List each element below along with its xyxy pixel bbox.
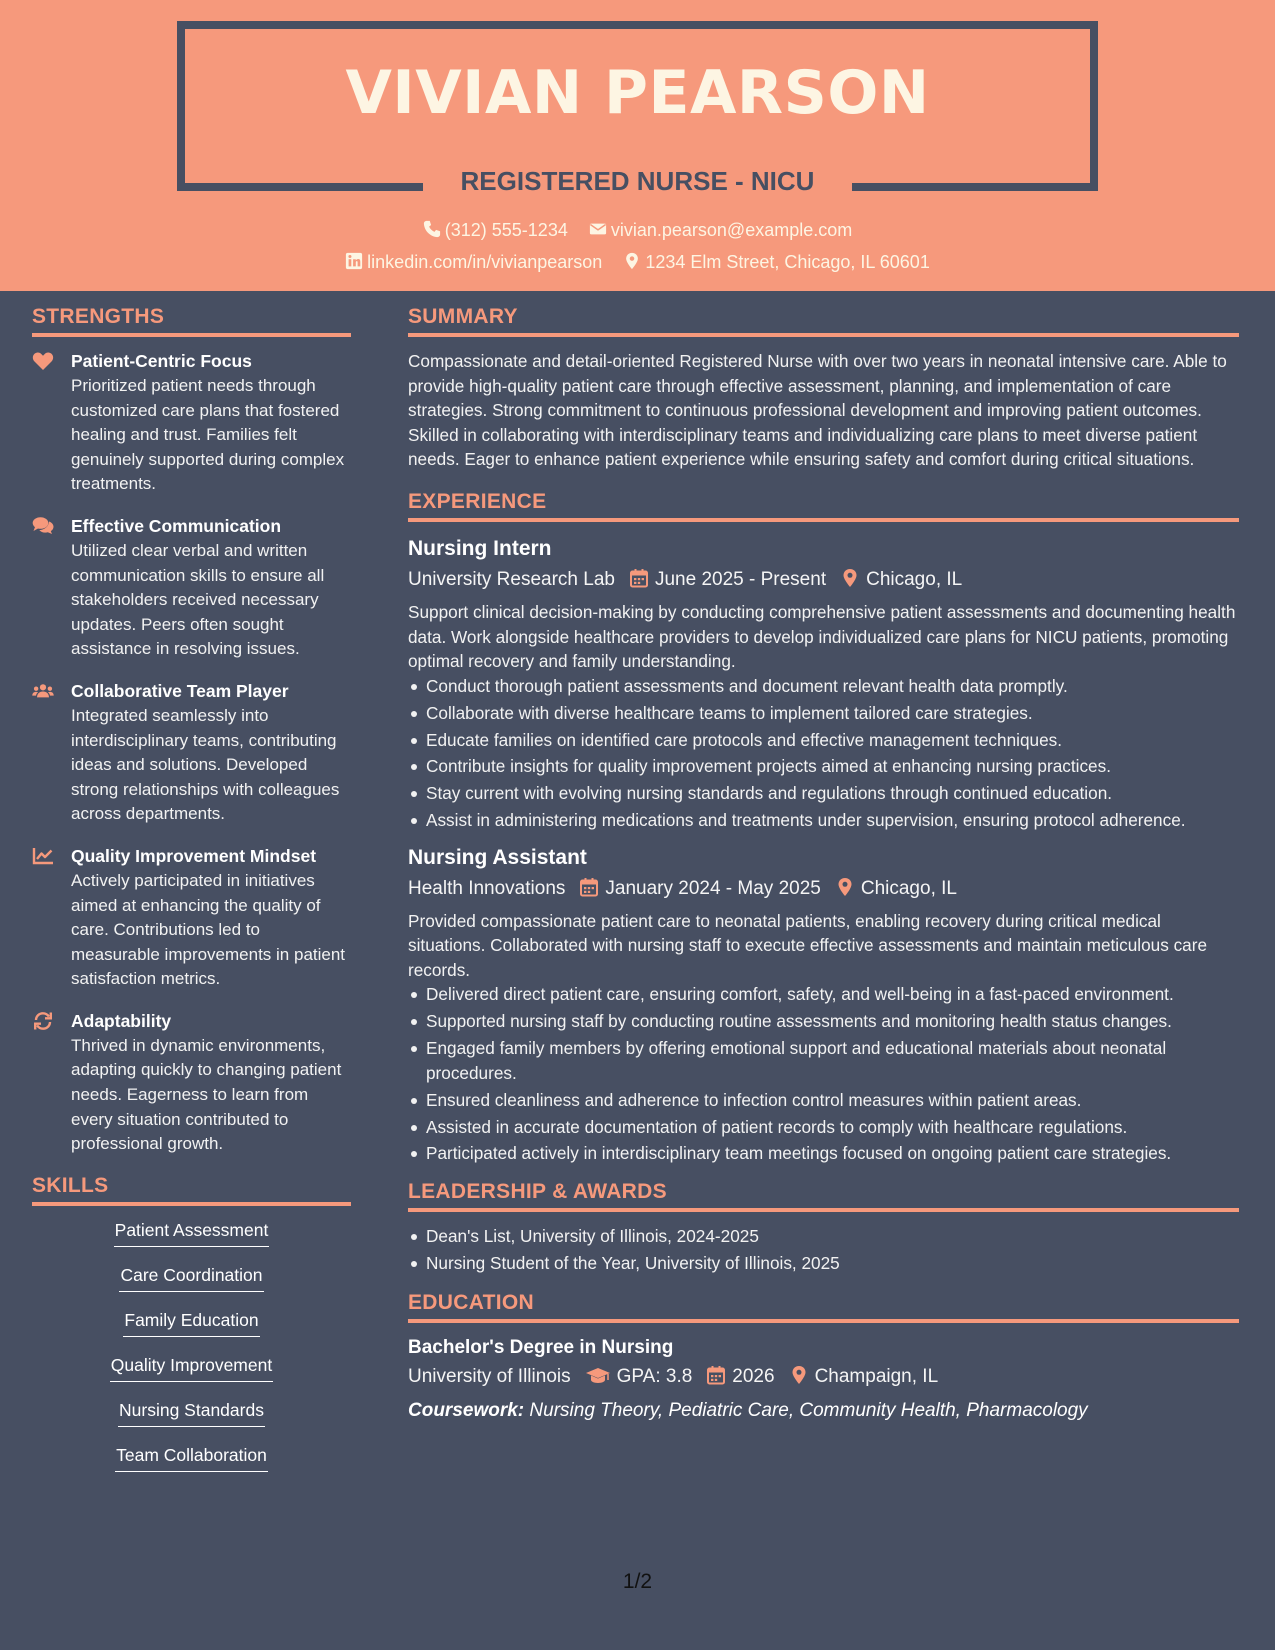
list-item: Conduct thorough patient assessments and document relevant health data promptly. (408, 674, 1239, 698)
degree-name: Bachelor's Degree in Nursing (408, 1337, 674, 1359)
map-pin-icon (789, 1365, 809, 1385)
page-number: 1/2 (622, 1570, 653, 1593)
strength-item (32, 679, 351, 827)
list-item: Dean's List, University of Illinois, 2024-2025 (408, 1224, 1239, 1248)
strength-description: Actively participated in initiatives aimed at enhancing the quality of care. Contributions led to measurable improvements in patient satisfaction metrics. (71, 870, 346, 989)
phone-contact[interactable] (423, 220, 568, 241)
phone-icon (423, 220, 441, 238)
strength-title: Collaborative Team Player (71, 680, 289, 701)
awards-list (408, 1224, 1239, 1275)
coursework (408, 1397, 1239, 1425)
job-title: Nursing Assistant (408, 845, 587, 869)
skills-heading: SKILLS (32, 1174, 351, 1206)
list-item: Educate families on identified care protocols and effective management techniques. (408, 728, 1239, 752)
list-item: Assist in administering medications and treatments under supervision, ensuring protocol adherence. (408, 808, 1239, 832)
coursework-label: Coursework: (408, 1400, 525, 1422)
experience-heading: EXPERIENCE (408, 490, 1239, 522)
skill-item: Family Education (32, 1308, 351, 1353)
strength-title: Adaptability (71, 1010, 172, 1031)
job-dates: January 2024 - May 2025 (605, 877, 821, 899)
strength-title: Effective Communication (71, 515, 282, 536)
job-bullets (408, 674, 1239, 833)
coursework-list: Nursing Theory, Pediatric Care, Community Health, Pharmacology (529, 1400, 1088, 1422)
heart-icon (32, 351, 54, 371)
list-item: Nursing Student of the Year, University of Illinois, 2025 (408, 1251, 1239, 1275)
skill-item: Patient Assessment (32, 1218, 351, 1263)
gpa: GPA: 3.8 (616, 1366, 693, 1388)
resume-header (0, 0, 1275, 291)
strength-title: Quality Improvement Mindset (71, 845, 317, 866)
skill-item: Care Coordination (32, 1263, 351, 1308)
job-entry (408, 534, 1239, 833)
graduation-cap-icon (585, 1365, 611, 1385)
job-dates: June 2025 - Present (654, 568, 827, 590)
list-item: Engaged family members by offering emotional support and educational materials about neonatal procedures. (408, 1036, 1239, 1085)
address-contact (623, 252, 930, 273)
strength-description: Thrived in dynamic environments, adapting quickly to changing patient needs. Eagerness to learn from every situation contributed to professional growth. (71, 1035, 342, 1154)
list-item: Stay current with evolving nursing standards and regulations through continued education. (408, 781, 1239, 805)
email-contact[interactable] (589, 220, 852, 241)
school-name: University of Illinois (408, 1366, 571, 1388)
graduation-year: 2026 (732, 1366, 775, 1388)
right-column (408, 305, 1239, 1425)
map-pin-icon (840, 568, 860, 588)
left-column (32, 305, 351, 1488)
strength-description: Prioritized patient needs through customized care plans that fostered healing and trust. Families felt genuinely supported during complex treatments. (71, 376, 345, 494)
address-text: 1234 Elm Street, Chicago, IL 60601 (645, 252, 930, 272)
strengths-heading: STRENGTHS (32, 305, 351, 337)
contact-row-1 (0, 220, 1275, 241)
strength-item (32, 844, 351, 992)
email-text: vivian.pearson@example.com (610, 220, 853, 240)
job-entry (408, 843, 1239, 1166)
list-item: Contribute insights for quality improvement projects aimed at enhancing nursing practices. (408, 754, 1239, 778)
list-item: Delivered direct patient care, ensuring comfort, safety, and well-being in a fast-paced environment. (408, 982, 1239, 1006)
map-pin-icon (623, 252, 641, 270)
linkedin-contact[interactable] (345, 252, 602, 273)
job-meta (408, 873, 1239, 905)
summary-heading: SUMMARY (408, 305, 1239, 337)
map-pin-icon (835, 877, 855, 897)
job-title: REGISTERED NURSE - NICU (460, 166, 815, 196)
strength-title: Patient-Centric Focus (71, 351, 252, 371)
sync-icon (32, 1011, 54, 1031)
education-heading: EDUCATION (408, 1291, 1239, 1323)
calendar-icon (706, 1365, 726, 1385)
phone-text: (312) 555-1234 (444, 220, 568, 240)
list-item: Assisted in accurate documentation of patient records to comply with healthcare regulations. (408, 1115, 1239, 1139)
skill-item: Nursing Standards (32, 1398, 351, 1443)
list-item: Supported nursing staff by conducting routine assessments and monitoring health status changes. (408, 1009, 1239, 1033)
company-name: Health Innovations (408, 877, 566, 899)
calendar-icon (629, 568, 649, 588)
job-bullets (408, 982, 1239, 1165)
job-description: Provided compassionate patient care to neonatal patients, enabling recovery during critical medical situations. Collaborated with nursing staff to execute effective assessments and maintain meticulous care records. (408, 910, 1208, 980)
summary-text: Compassionate and detail-oriented Registered Nurse with over two years in neonatal intensive care. Able to provide high-quality patient care through effective assessment, planning, and implementation of care strategies. Strong commitment to continuous professional development and improving patient outcomes. Skilled in collaborating with interdisciplinary teams and individualizing care plans to meet diverse patient needs. Eager to enhance patient experience while ensuring safety and comfort during critical situations. (408, 351, 1227, 470)
education-meta (408, 1361, 1239, 1393)
list-item: Participated actively in interdisciplinary team meetings focused on ongoing patient care strategies. (408, 1141, 1239, 1165)
users-icon (32, 681, 54, 701)
company-name: University Research Lab (408, 568, 615, 590)
skill-item: Quality Improvement (32, 1353, 351, 1398)
skills-list (32, 1218, 351, 1488)
job-location: Chicago, IL (860, 877, 957, 899)
linkedin-icon (345, 252, 363, 270)
skill-item: Team Collaboration (32, 1443, 351, 1488)
comments-icon (32, 516, 54, 536)
job-meta (408, 564, 1239, 596)
list-item: Collaborate with diverse healthcare teams to implement tailored care strategies. (408, 701, 1239, 725)
linkedin-text: linkedin.com/in/vivianpearson (367, 252, 603, 272)
strength-item (32, 349, 351, 497)
strength-description: Utilized clear verbal and written communication skills to ensure all stakeholders received necessary updates. Peers often sought assistance in resolving issues. (71, 540, 325, 659)
contact-row-2 (0, 252, 1275, 273)
strength-description: Integrated seamlessly into interdisciplinary teams, contributing ideas and solutions. Developed strong relationships with colleagues across departments. (71, 705, 340, 824)
job-description: Support clinical decision-making by conducting comprehensive patient assessments and documenting health data. Work alongside healthcare providers to develop individualized care plans for NICU patients, promoting optimal recovery and family understanding. (408, 601, 1236, 672)
job-title: Nursing Intern (408, 536, 552, 560)
job-location: Chicago, IL (866, 568, 963, 590)
strength-item (32, 1009, 351, 1157)
calendar-icon (579, 877, 599, 897)
candidate-name: VIVIAN PEARSON (345, 58, 930, 128)
strength-item (32, 514, 351, 662)
school-location: Champaign, IL (814, 1366, 939, 1388)
list-item: Ensured cleanliness and adherence to infection control measures within patient areas. (408, 1088, 1239, 1112)
envelope-icon (589, 220, 607, 238)
chart-line-icon (32, 846, 54, 866)
leadership-heading: LEADERSHIP & AWARDS (408, 1180, 1239, 1212)
